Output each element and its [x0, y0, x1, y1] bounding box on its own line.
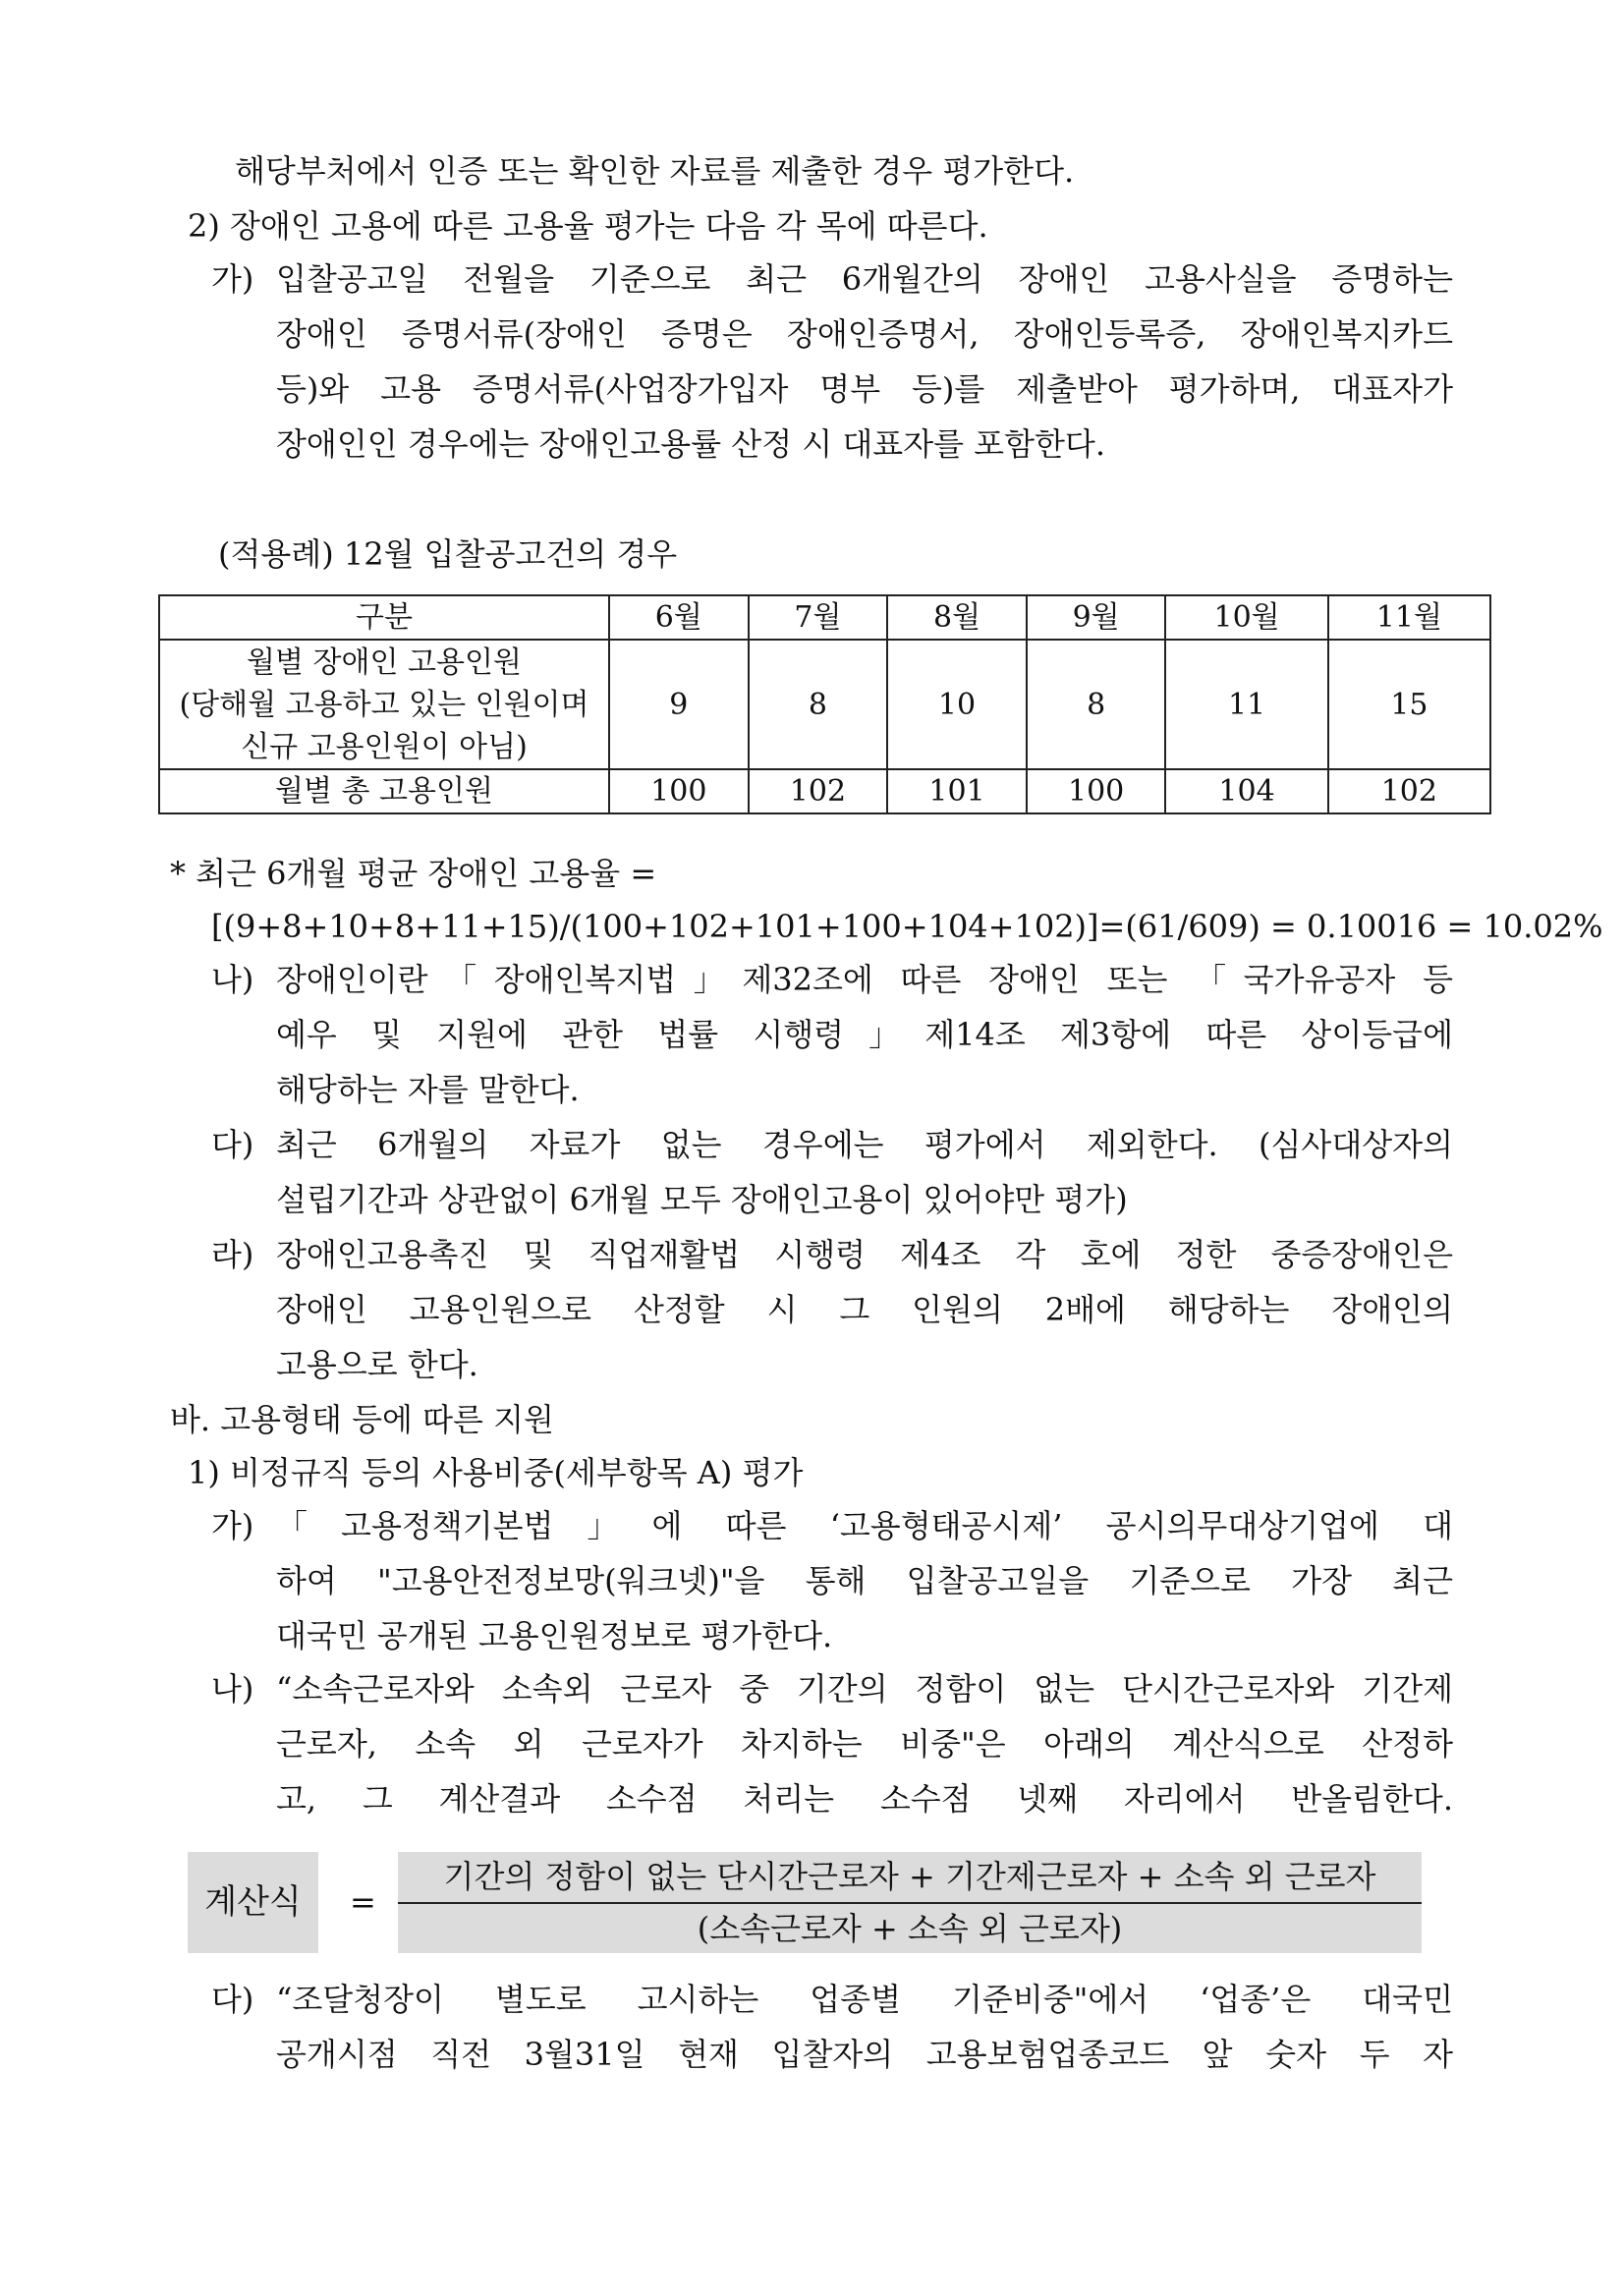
paragraph-line: 공개시점 직전 3월31일 현재 입찰자의 고용보험업종코드 앞 숫자 두 자 — [276, 2036, 1453, 2073]
table-header-cell: 9월 — [1027, 595, 1166, 640]
average-rate-label: * 최근 6개월 평균 장애인 고용율 = — [170, 855, 657, 892]
table-cell: 8 — [1027, 640, 1166, 769]
paragraph-line: 장애인인 경우에는 장애인고용률 산정 시 대표자를 포함한다. — [276, 425, 1106, 463]
paragraph-line: 장애인고용촉진 및 직업재활법 시행령 제4조 각 호에 정한 중증장애인은 — [276, 1236, 1453, 1273]
section-heading-ba: 바. 고용형태 등에 따른 지원 — [170, 1401, 554, 1438]
paragraph-line: 고용으로 한다. — [276, 1346, 478, 1383]
item-heading-2: 2) 장애인 고용에 따른 고용율 평가는 다음 각 목에 따른다. — [188, 207, 988, 245]
table-header-cell: 11월 — [1328, 595, 1490, 640]
paragraph-line: “소속근로자와 소속외 근로자 중 기간의 정함이 없는 단시간근로자와 기간제 — [276, 1670, 1453, 1708]
formula-numerator: 기간의 정함이 없는 단시간근로자 + 기간제근로자 + 소속 외 근로자 — [443, 1858, 1376, 1895]
item-heading-1: 1) 비정규직 등의 사용비중(세부항목 A) 평가 — [188, 1454, 804, 1491]
item-marker-da: 다) — [211, 1981, 254, 2018]
calculation-formula — [188, 1852, 1422, 1953]
item-marker-na: 나) — [211, 1670, 254, 1708]
paragraph-line: 장애인 증명서류(장애인 증명은 장애인증명서, 장애인등록증, 장애인복지카드 — [276, 315, 1453, 353]
table-header-cell: 7월 — [749, 595, 888, 640]
formula-fraction — [398, 1852, 1422, 1953]
table-cell: 100 — [609, 769, 749, 813]
table-header-cell: 6월 — [609, 595, 749, 640]
table-cell: 15 — [1328, 640, 1490, 769]
paragraph-line: 설립기간과 상관없이 6개월 모두 장애인고용이 있어야만 평가) — [276, 1181, 1128, 1218]
paragraph-line: 「고용정책기본법」에 따른 ‘고용형태공시제’ 공시의무대상기업에 대 — [276, 1507, 1453, 1544]
paragraph-line: 등)와 고용 증명서류(사업장가입자 명부 등)를 제출받아 평가하며, 대표자가 — [276, 370, 1453, 408]
fraction-bar — [398, 1902, 1422, 1904]
item-marker-ga: 가) — [211, 1507, 254, 1544]
table-row-label: 월별 총 고용인원 — [159, 769, 609, 813]
table-header-cell: 10월 — [1165, 595, 1327, 640]
table-header-row — [159, 595, 1490, 640]
table-cell: 10 — [887, 640, 1027, 769]
paragraph-line: 입찰공고일 전월을 기준으로 최근 6개월간의 장애인 고용사실을 증명하는 — [276, 260, 1453, 298]
paragraph-line: 장애인 고용인원으로 산정할 시 그 인원의 2배에 해당하는 장애인의 — [276, 1291, 1453, 1328]
paragraph-line: 근로자, 소속 외 근로자가 차지하는 비중"은 아래의 계산식으로 산정하 — [276, 1725, 1453, 1763]
paragraph-line: 장애인이란「장애인복지법」제32조에 따른 장애인 또는 「국가유공자 등 — [276, 961, 1453, 998]
paragraph-line: 고, 그 계산결과 소수점 처리는 소수점 넷째 자리에서 반올림한다. — [276, 1780, 1453, 1818]
paragraph-line: 해당부처에서 인증 또는 확인한 자료를 제출한 경우 평가한다. — [235, 152, 1075, 190]
paragraph-line: 해당하는 자를 말한다. — [276, 1071, 580, 1108]
table-row — [159, 640, 1490, 769]
paragraph-line: “조달청장이 별도로 고시하는 업종별 기준비중"에서 ‘업종’은 대국민 — [276, 1981, 1453, 2018]
table-cell: 104 — [1165, 769, 1327, 813]
table-cell: 102 — [1328, 769, 1490, 813]
formula-denominator: (소속근로자 + 소속 외 근로자) — [697, 1910, 1123, 1947]
item-marker-ra: 라) — [211, 1236, 254, 1273]
paragraph-line: 대국민 공개된 고용인원정보로 평가한다. — [276, 1617, 833, 1654]
table-cell: 11 — [1165, 640, 1327, 769]
label-line: 신규 고용인원이 아님) — [241, 729, 528, 764]
item-marker-na: 나) — [211, 961, 254, 998]
label-line: (당해월 고용하고 있는 인원이며 — [179, 687, 589, 722]
paragraph-line: 하여 "고용안전정보망(워크넷)"을 통해 입찰공고일을 기준으로 가장 최근 — [276, 1562, 1453, 1599]
table-row-label — [159, 640, 609, 769]
table-cell: 8 — [749, 640, 888, 769]
paragraph-line: 최근 6개월의 자료가 없는 경우에는 평가에서 제외한다. (심사대상자의 — [276, 1126, 1453, 1163]
table-cell: 100 — [1027, 769, 1166, 813]
paragraph-line: 예우 및 지원에 관한 법률 시행령」제14조 제3항에 따른 상이등급에 — [276, 1016, 1453, 1053]
table-cell: 102 — [749, 769, 888, 813]
item-marker-da: 다) — [211, 1126, 254, 1163]
table-header-cell: 구분 — [159, 595, 609, 640]
item-marker-ga: 가) — [211, 260, 254, 298]
table-header-cell: 8월 — [887, 595, 1027, 640]
employment-table — [158, 594, 1491, 814]
formula-label: 계산식 — [188, 1852, 318, 1953]
formula-equals: = — [350, 1883, 376, 1921]
average-rate-formula: [(9+8+10+8+11+15)/(100+102+101+100+104+102)]=(61/609) = 0.10016 = 10.02% — [211, 908, 1603, 945]
table-cell: 9 — [609, 640, 749, 769]
table-cell: 101 — [887, 769, 1027, 813]
example-title: (적용례) 12월 입찰공고건의 경우 — [218, 535, 678, 573]
table-row — [159, 769, 1490, 813]
label-line: 월별 장애인 고용인원 — [247, 644, 522, 680]
